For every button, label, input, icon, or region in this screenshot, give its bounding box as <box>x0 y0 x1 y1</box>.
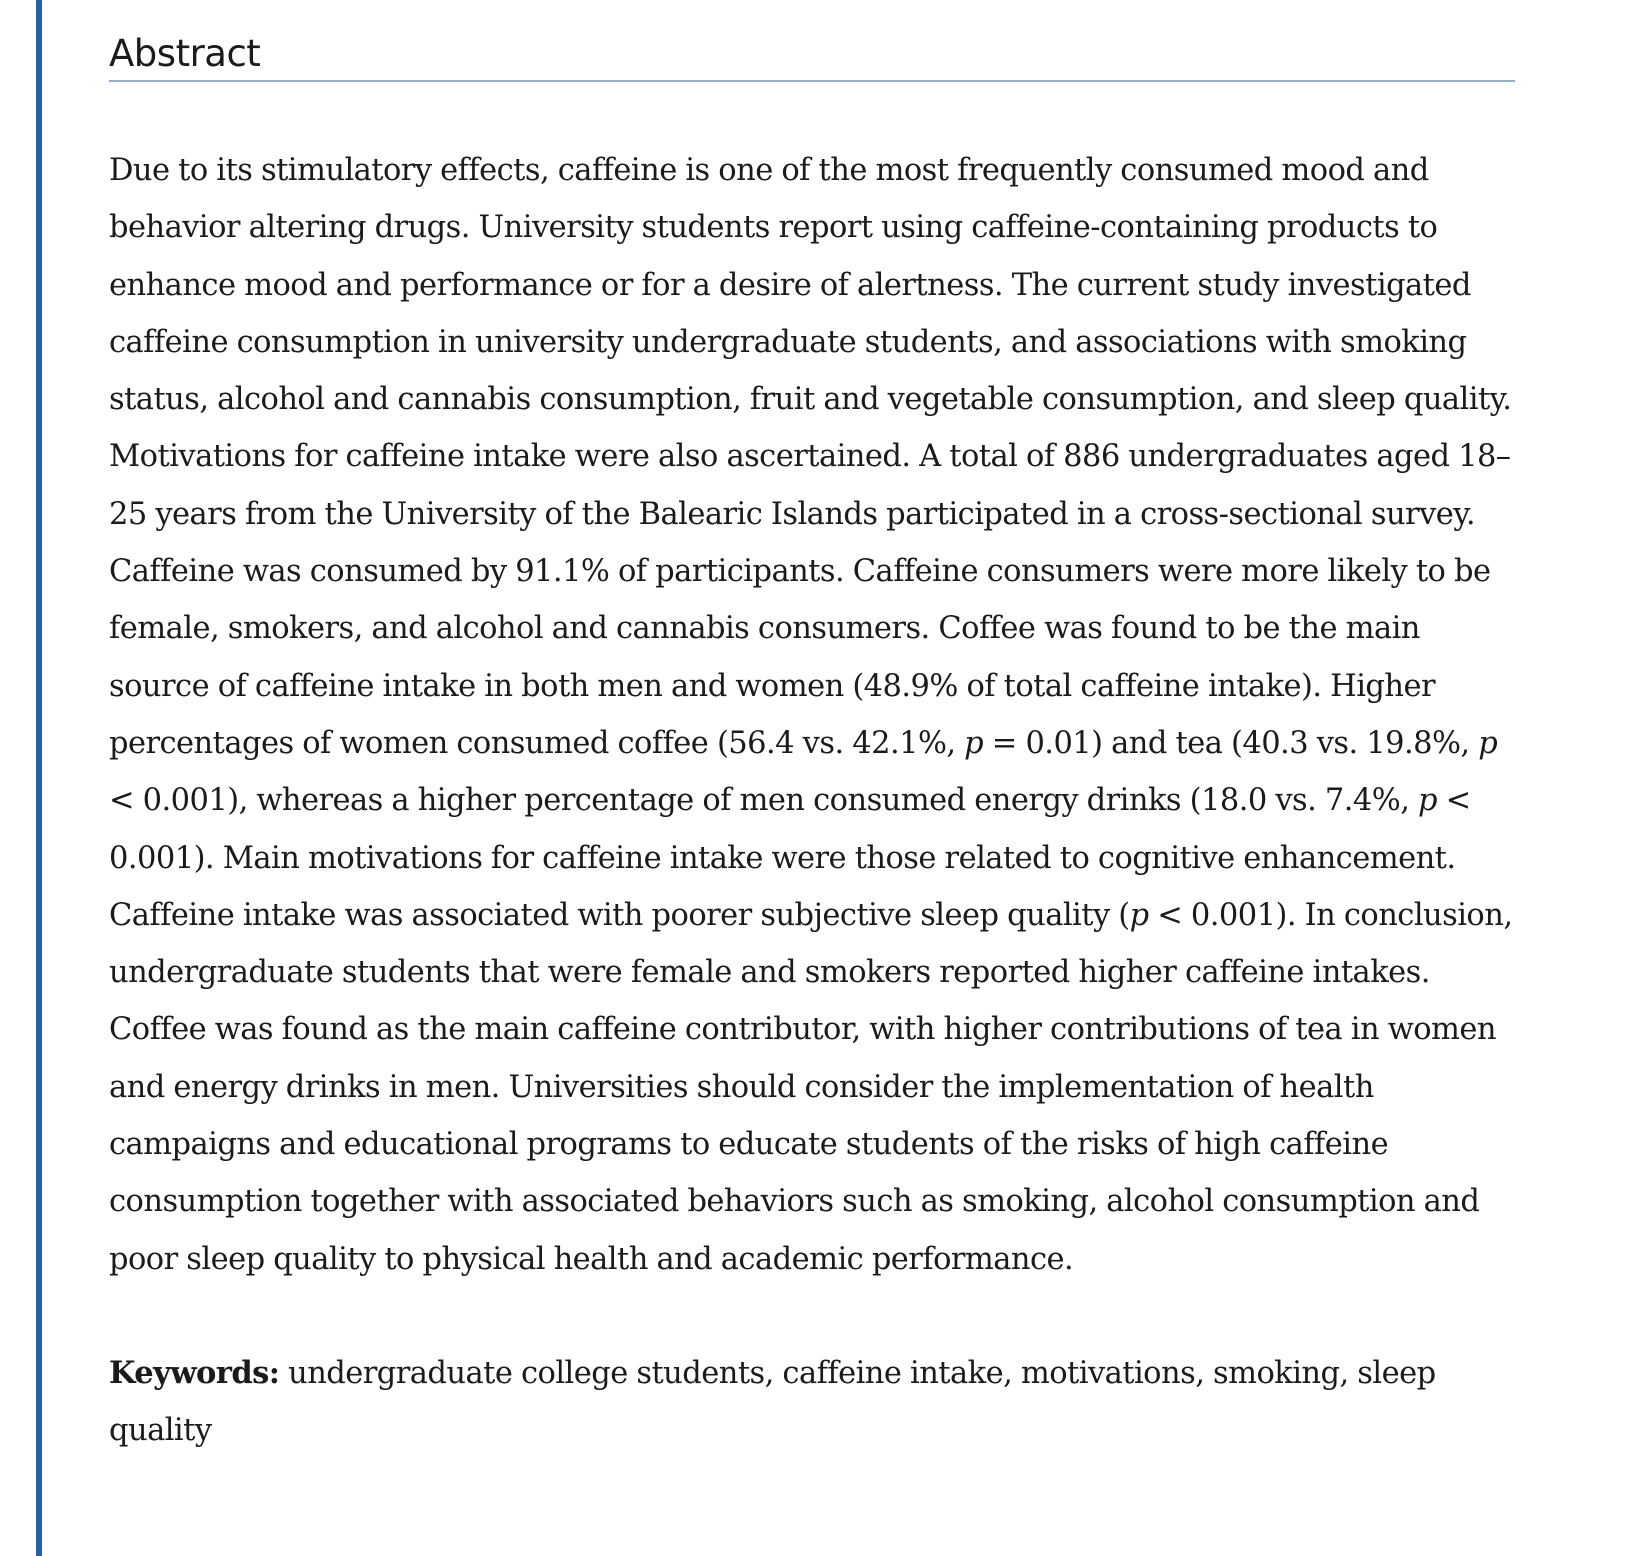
abstract-text-segment: < 0.001), whereas a higher percentage of men consumed energy drinks (18.0 vs. 7.4%, <box>109 783 1419 819</box>
heading-divider <box>109 80 1515 82</box>
keywords-paragraph <box>109 1345 1439 1460</box>
p-value-symbol: p <box>964 725 984 761</box>
abstract-body <box>109 142 1519 1288</box>
keywords-list: undergraduate college students, caffeine intake, motivations, smoking, sleep quality <box>109 1355 1436 1449</box>
p-value-symbol: p <box>1478 725 1498 761</box>
p-value-symbol: p <box>1129 897 1149 933</box>
abstract-text-segment: = 0.01) and tea (40.3 vs. 19.8%, <box>983 725 1479 761</box>
abstract-text-segment: Due to its stimulatory effects, caffeine is one of the most frequently consumed mood and behavior altering drugs. University students report using caffeine-containing products to enhance mood and performance or for a desire of alertness. The current study investigated caffeine consumption in university undergraduate students, and associations with smoking status, alcohol and cannabis consumption, fruit and vegetable consumption, and sleep quality. Motivations for caffeine intake were also ascertained. A total of 886 undergraduates aged 18–25 years from the University of the Balearic Islands participated in a cross-sectional survey. Caffeine was consumed by 91.1% of participants. Caffeine consumers were more likely to be female, smokers, and alcohol and cannabis consumers. Coffee was found to be the main source of caffeine intake in both men and women (48.9% of total caffeine intake). Higher percentages of women consumed coffee (56.4 vs. 42.1%, <box>109 153 1512 761</box>
abstract-section <box>109 0 1515 1460</box>
abstract-text-segment: < 0.001). In conclusion, undergraduate students that were female and smokers reported higher caffeine intakes. Coffee was found as the main caffeine contributor, with higher contributions of tea in women and energy drinks in men. Universities should consider the implementation of health campaigns and educational programs to educate students of the risks of high caffeine consumption together with associated behaviors such as smoking, alcohol consumption and poor sleep quality to physical health and academic performance. <box>109 897 1513 1277</box>
abstract-text-segment: < 0.001). Main motivations for caffeine intake were those related to cognitive enhancement. Caffeine intake was associated with poorer subjective sleep quality ( <box>109 783 1471 933</box>
section-accent-bar <box>36 0 42 1556</box>
abstract-heading: Abstract <box>109 32 261 75</box>
p-value-symbol: p <box>1418 783 1437 819</box>
keywords-label: Keywords: <box>109 1354 280 1391</box>
